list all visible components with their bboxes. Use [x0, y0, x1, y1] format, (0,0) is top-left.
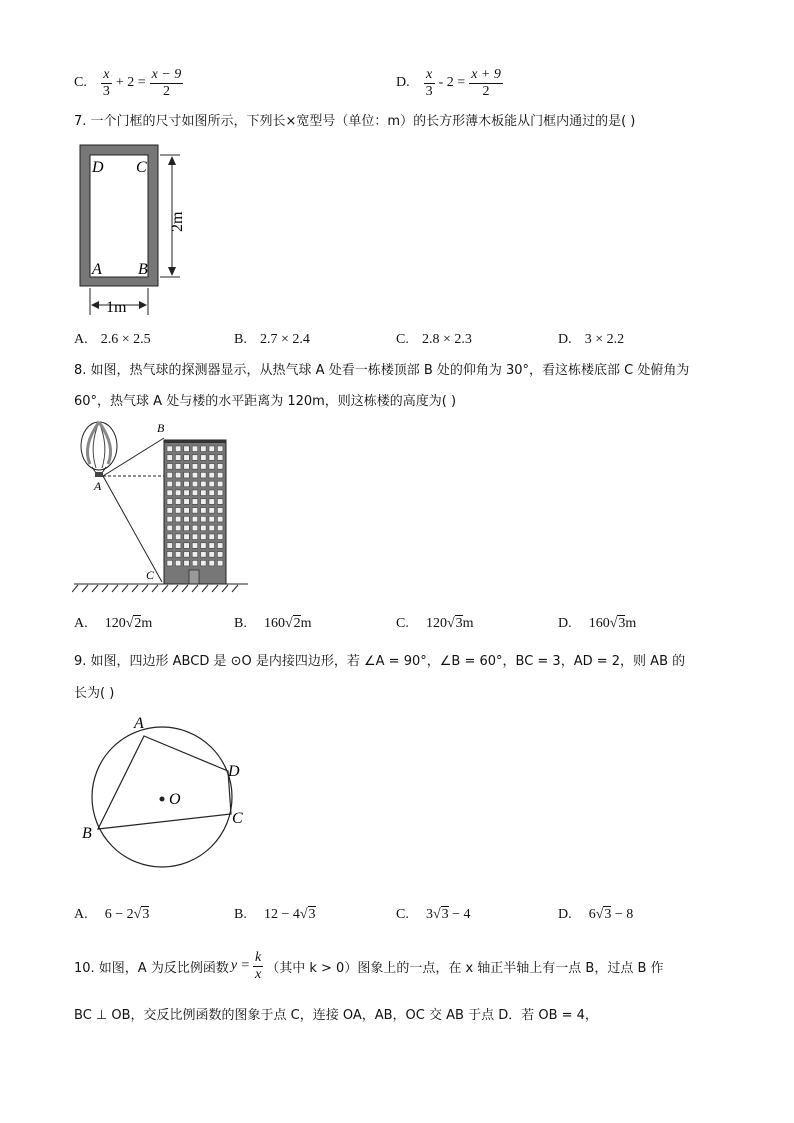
window-icon	[192, 455, 198, 461]
window-icon	[167, 472, 173, 478]
window-icon	[167, 560, 173, 566]
q7-options	[74, 328, 754, 350]
hatch-line	[82, 585, 88, 592]
window-icon	[192, 560, 198, 566]
window-icon	[184, 525, 190, 531]
window-icon	[201, 499, 207, 505]
window-icon	[217, 481, 223, 487]
window-icon	[167, 552, 173, 558]
hatch-line	[182, 585, 188, 592]
label-c: C	[136, 159, 147, 176]
hot-air-balloon-figure	[72, 418, 252, 596]
window-icon	[192, 508, 198, 513]
window-icon	[209, 455, 215, 461]
window-icon	[175, 446, 181, 452]
fraction: $\frac{x}{3}$	[425, 67, 433, 99]
window-icon	[209, 446, 215, 452]
fraction: $\frac{x - 9}{2}$	[151, 67, 182, 99]
window-icon	[209, 552, 215, 558]
window-icon	[192, 472, 198, 478]
option-label: C.	[74, 75, 87, 90]
window-icon	[201, 508, 207, 513]
window-icon	[192, 499, 198, 505]
window-icon	[209, 472, 215, 478]
window-icon	[175, 516, 181, 522]
window-icon	[209, 560, 215, 566]
q8-stem-line2: 60°，热气球 A 处与楼的水平距离为 120m，则这栋楼的高度为( )	[74, 394, 457, 409]
window-icon	[201, 525, 207, 531]
hatch-line	[92, 585, 98, 592]
window-icon	[184, 508, 190, 513]
window-icon	[201, 481, 207, 487]
q9-options	[74, 903, 754, 927]
label-b: B	[157, 421, 165, 435]
window-icon	[201, 552, 207, 558]
window-icon	[209, 464, 215, 470]
label-b: B	[82, 825, 92, 842]
q7-stem: 7. 一个门框的尺寸如图所示，下列长×宽型号（单位：m）的长方形薄木板能从门框内通过的是( )	[74, 114, 636, 129]
fraction: $\frac{k}{x}$	[255, 950, 262, 982]
window-icon	[184, 464, 190, 470]
window-icon	[192, 552, 198, 558]
window-icon	[201, 455, 207, 461]
window-icon	[209, 534, 215, 540]
window-icon	[175, 508, 181, 513]
fraction: $\frac{x + 9}{2}$	[471, 67, 501, 99]
window-icon	[209, 490, 215, 496]
window-icon	[167, 464, 173, 470]
window-icon	[167, 516, 173, 522]
window-icon	[217, 490, 223, 496]
window-icon	[201, 534, 207, 540]
q7-option-a[interactable]: A. 2.6 × 2.5	[74, 332, 151, 347]
window-icon	[175, 472, 181, 478]
window-icon	[184, 543, 190, 549]
window-icon	[217, 534, 223, 540]
q7-option-c[interactable]: C. 2.8 × 2.3	[396, 332, 472, 347]
window-icon	[167, 490, 173, 496]
window-icon	[184, 499, 190, 505]
window-icon	[192, 446, 198, 452]
fraction: $\frac{x}{3}$	[102, 67, 110, 99]
option-label: D.	[396, 75, 410, 90]
q8-stem-line1: 8. 如图，热气球的探测器显示，从热气球 A 处看一栋楼顶部 B 处的仰角为 30°，看这栋楼底部 C 处俯角为	[74, 363, 690, 378]
window-icon	[192, 464, 198, 470]
hatch-line	[152, 585, 158, 592]
operator-text: + 2 =	[115, 75, 146, 90]
operator-text: - 2 =	[438, 75, 466, 90]
height-label: 2m	[169, 211, 186, 232]
window-icon	[184, 455, 190, 461]
window-icon	[184, 516, 190, 522]
window-icon	[184, 472, 190, 478]
label-a: A	[94, 479, 102, 493]
label-d: D	[92, 159, 104, 176]
window-icon	[217, 560, 223, 566]
q10-stem-line2: BC ⊥ OB，交反比例函数的图象于点 C，连接 OA，AB，OC 交 AB 于点 D．若 OB = 4，	[74, 1008, 598, 1023]
window-icon	[175, 481, 181, 487]
window-icon	[217, 516, 223, 522]
window-icon	[209, 481, 215, 487]
window-icon	[192, 516, 198, 522]
window-icon	[209, 525, 215, 531]
hatch-line	[162, 585, 168, 592]
q7-option-b[interactable]: B. 2.7 × 2.4	[234, 332, 310, 347]
window-icon	[167, 508, 173, 513]
window-icon	[167, 455, 173, 461]
window-icon	[184, 534, 190, 540]
q6-option-c[interactable]	[74, 62, 183, 104]
label-c: C	[146, 568, 155, 582]
label-b: B	[138, 261, 148, 278]
q8-options	[74, 612, 754, 636]
q7-option-d[interactable]: D. 3 × 2.2	[558, 332, 625, 347]
inscribed-quadrilateral-figure	[76, 710, 256, 880]
window-icon	[201, 490, 207, 496]
window-icon	[192, 481, 198, 487]
label-a: A	[92, 261, 102, 278]
q9-option-d[interactable]: D. 6√3 − 8	[558, 907, 634, 922]
hatch-line	[132, 585, 138, 592]
window-icon	[192, 534, 198, 540]
ground-hatch	[72, 585, 238, 592]
window-icon	[184, 446, 190, 452]
hatch-line	[222, 585, 228, 592]
window-icon	[217, 455, 223, 461]
window-icon	[175, 552, 181, 558]
window-icon	[217, 543, 223, 549]
window-icon	[184, 552, 190, 558]
window-icon	[201, 560, 207, 566]
label-d: D	[228, 763, 240, 780]
q8-option-a[interactable]: A. 120√2m	[74, 616, 153, 631]
window-icon	[192, 490, 198, 496]
window-icon	[209, 499, 215, 505]
window-icon	[201, 543, 207, 549]
hatch-line	[102, 585, 108, 592]
hatch-line	[232, 585, 238, 592]
window-icon	[192, 525, 198, 531]
window-icon	[167, 481, 173, 487]
hatch-line	[72, 585, 78, 592]
width-label: 1m	[106, 299, 127, 316]
hatch-line	[122, 585, 128, 592]
hatch-line	[202, 585, 208, 592]
q9-option-a[interactable]: A. 6 − 2√3	[74, 907, 150, 922]
window-icon	[209, 516, 215, 522]
q8-option-b[interactable]: B. 160√2m	[234, 616, 312, 631]
window-icon	[175, 490, 181, 496]
window-icon	[201, 472, 207, 478]
window-icon	[217, 464, 223, 470]
window-icon	[192, 543, 198, 549]
q8-option-d[interactable]: D. 160√3m	[558, 616, 637, 631]
window-icon	[184, 481, 190, 487]
window-icon	[167, 525, 173, 531]
label-o: O	[169, 791, 181, 808]
hatch-line	[142, 585, 148, 592]
window-icon	[175, 464, 181, 470]
window-icon	[217, 446, 223, 452]
hatch-line	[172, 585, 178, 592]
q8-option-c[interactable]: C. 120√3m	[396, 616, 474, 631]
window-icon	[175, 499, 181, 505]
door-frame-figure	[72, 140, 197, 318]
window-icon	[175, 525, 181, 531]
window-icon	[217, 525, 223, 531]
window-icon	[201, 516, 207, 522]
q9-stem-line2: 长为( )	[74, 686, 115, 701]
window-icon	[217, 472, 223, 478]
window-icon	[175, 455, 181, 461]
window-icon	[217, 552, 223, 558]
window-icon	[175, 543, 181, 549]
window-icon	[209, 508, 215, 513]
label-c: C	[232, 810, 243, 827]
window-icon	[184, 490, 190, 496]
window-icon	[184, 560, 190, 566]
window-icon	[167, 543, 173, 549]
window-icon	[201, 446, 207, 452]
window-icon	[167, 534, 173, 540]
q10-stem-line1: 10. 如图，A 为反比例函数 y = $\frac{k}{x}$ （其中 k > 0）图象上的一点，在 x 轴正半轴上有一点 B，过点 B 作	[74, 950, 664, 982]
window-icon	[175, 560, 181, 566]
q6-option-d[interactable]	[396, 62, 503, 104]
window-icon	[167, 499, 173, 505]
window-icon	[167, 446, 173, 452]
window-icon	[217, 508, 223, 513]
window-icon	[175, 534, 181, 540]
hatch-line	[112, 585, 118, 592]
hatch-line	[192, 585, 198, 592]
window-icon	[201, 464, 207, 470]
hatch-line	[212, 585, 218, 592]
label-a: A	[134, 715, 144, 732]
window-icon	[217, 499, 223, 505]
window-icon	[209, 543, 215, 549]
q9-stem-line1: 9. 如图，四边形 ABCD 是 ⊙O 是内接四边形，若 ∠A = 90°，∠B = 60°，BC = 3，AD = 2，则 AB 的	[74, 654, 686, 669]
q9-option-c[interactable]: C. 3√3 − 4	[396, 907, 471, 922]
q9-option-b[interactable]: B. 12 − 4√3	[234, 907, 316, 922]
